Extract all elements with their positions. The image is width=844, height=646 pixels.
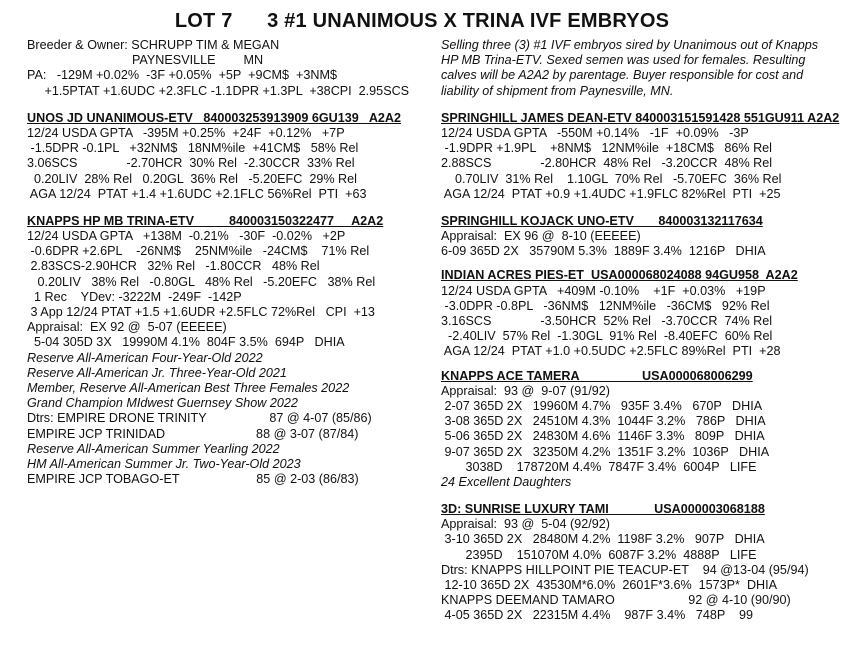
dam-honor: Reserve All-American Four-Year-Old 2022 (27, 350, 263, 365)
dam-honor: Reserve All-American Jr. Three-Year-Old 2021 (27, 365, 287, 380)
indian-acres-block (441, 268, 841, 359)
breeder-owner-line: Breeder & Owner: SCHRUPP TIM & MEGAN (27, 38, 280, 52)
stat-line: 9-07 365D 2X 32350M 4.2% 1351F 3.2% 1036P DHIA (441, 444, 770, 459)
dam-stat-line: 1 Rec YDev: -3222M -249F -142P (27, 289, 242, 304)
stat-line: Appraisal: 93 @ 5-04 (92/92) (441, 517, 610, 532)
stat-line: Dtrs: KNAPPS HILLPOINT PIE TEACUP-ET 94 @13-04 (95/94) (441, 562, 809, 577)
dam-record-line: 5-04 305D 3X 19990M 4.1% 804F 3.5% 694P DHIA (27, 335, 345, 350)
stat-line: 6-09 365D 2X 35790M 5.3% 1889F 3.4% 1216P DHIA (441, 244, 766, 259)
breeder-block (27, 38, 427, 99)
sunrise-header: 3D: SUNRISE LUXURY TAMI USA000003068188 (441, 502, 765, 517)
dam-block (27, 214, 427, 487)
stat-line: Appraisal: 93 @ 9-07 (91/92) (441, 383, 610, 398)
stat-line: Appraisal: EX 96 @ 8-10 (EEEEE) (441, 229, 641, 244)
stat-line: -2.40LIV 57% Rel -1.30GL 91% Rel -8.40EFC 60% Rel (441, 329, 773, 344)
dam-daughter-honor: HM All-American Summer Jr. Two-Year-Old 2023 (27, 456, 301, 471)
stat-line: 2395D 151070M 4.0% 6087F 3.2% 4888P LIFE (441, 547, 757, 562)
description-line: HP MB Trina-ETV. Sexed semen was used for females. Resulting (441, 53, 806, 68)
dam-stat-line: 0.20LIV 38% Rel -0.80GL 48% Rel -5.20EFC 38% Rel (27, 274, 376, 289)
stat-line: 3-10 365D 2X 28480M 4.2% 1198F 3.2% 907P DHIA (441, 532, 765, 547)
stat-line: 12/24 USDA GPTA +409M -0.10% +1F +0.03% +19P (441, 283, 766, 298)
description-line: Selling three (3) #1 IVF embryos sired by Unanimous out of Knapps (441, 38, 819, 52)
excellent-daughters-note: 24 Excellent Daughters (441, 474, 572, 489)
stat-line: AGA 12/24 PTAT +1.0 +0.5UDC +2.5FLC 89%Rel PTI +28 (441, 344, 781, 359)
stat-line: AGA 12/24 PTAT +0.9 +1.4UDC +1.9FLC 82%Rel PTI +25 (441, 186, 781, 201)
stat-line: 3.16SCS -3.50HCR 52% Rel -3.70CCR 74% Rel (441, 314, 773, 328)
stat-line: 3038D 178720M 4.4% 7847F 3.4% 6004P LIFE (441, 459, 757, 474)
dam-stat-line: 3 App 12/24 PTAT +1.5 +1.6UDR +2.5FLC 72%Rel CPI +13 (27, 305, 375, 319)
sire-block (27, 111, 427, 202)
description-line: liability of shipment from Paynesville, MN. (441, 83, 674, 98)
right-column (441, 38, 841, 624)
page-title: LOT 7 3 #1 UNANIMOUS X TRINA IVF EMBRYOS (174, 10, 670, 32)
dam-header: KNAPPS HP MB TRINA-ETV 840003150322477 A2A2 (27, 213, 384, 228)
knapps-ace-block (441, 369, 841, 491)
sire-stat-line: 3.06SCS -2.70HCR 30% Rel -2.30CCR 33% Rel (27, 156, 355, 171)
dam-appraisal-line: Appraisal: EX 92 @ 5-07 (EEEEE) (27, 320, 227, 335)
sunrise-block (441, 502, 841, 624)
indian-acres-header: INDIAN ACRES PIES-ET USA000068024088 94GU958 A2A2 (441, 268, 798, 283)
knapps-ace-header: KNAPPS ACE TAMERA USA000068006299 (441, 368, 753, 383)
dam-daughter-line: EMPIRE JCP TOBAGO-ET 85 @ 2-03 (86/83) (27, 472, 359, 487)
left-column (27, 38, 427, 487)
dam-daughter-line: Dtrs: EMPIRE DRONE TRINITY 87 @ 4-07 (85/86) (27, 411, 372, 426)
stat-line: 12/24 USDA GPTA -550M +0.14% -1F +0.09% -3P (441, 125, 749, 140)
sire-stat-line: AGA 12/24 PTAT +1.4 +1.6UDC +2.1FLC 56%Rel PTI +63 (27, 186, 367, 201)
breeder-location-line: PAYNESVILLE MN (27, 53, 264, 68)
dam-stat-line: 2.83SCS-2.90HCR 32% Rel -1.80CCR 48% Rel (27, 259, 320, 274)
pa-line-1: PA: -129M +0.02% -3F +0.05% +5P +9CM$ +3NM$ (27, 68, 337, 83)
springhill-james-block (441, 111, 841, 202)
springhill-kojack-header: SPRINGHILL KOJACK UNO-ETV 840003132117634 (441, 213, 763, 228)
sire-header: UNOS JD UNANIMOUS-ETV 840003253913909 6GU139 A2A2 (27, 110, 402, 125)
stat-line: -3.0DPR -0.8PL -36NM$ 12NM%ile -36CM$ 92% Rel (441, 298, 770, 313)
sire-stat-line: 12/24 USDA GPTA -395M +0.25% +24F +0.12% +7P (27, 125, 345, 140)
stat-line: 3-08 365D 2X 24510M 4.3% 1044F 3.2% 786P DHIA (441, 414, 766, 429)
sire-stat-line: -1.5DPR -0.1PL +32NM$ 18NM%ile +41CM$ 58% Rel (27, 141, 359, 156)
dam-daughter-honor: Reserve All-American Summer Yearling 2022 (27, 441, 280, 456)
stat-line: 12-10 365D 2X 43530M*6.0% 2601F*3.6% 1573P* DHIA (441, 578, 778, 592)
dam-stat-line: -0.6DPR +2.6PL -26NM$ 25NM%ile -24CM$ 71% Rel (27, 244, 370, 259)
dam-stat-line: 12/24 USDA GPTA +138M -0.21% -30F -0.02% +2P (27, 229, 346, 244)
stat-line: 5-06 365D 2X 24830M 4.6% 1146F 3.3% 809P DHIA (441, 429, 765, 444)
stat-line: 2.88SCS -2.80HCR 48% Rel -3.20CCR 48% Rel (441, 156, 773, 171)
sire-stat-line: 0.20LIV 28% Rel 0.20GL 36% Rel -5.20EFC 29% Rel (27, 171, 357, 186)
description-block (441, 38, 841, 99)
stat-line: 0.70LIV 31% Rel 1.10GL 70% Rel -5.70EFC 36% Rel (441, 171, 782, 186)
dam-honor: Member, Reserve All-American Best Three Females 2022 (27, 380, 350, 395)
stat-line: 4-05 365D 2X 22315M 4.4% 987F 3.4% 748P 99 (441, 608, 754, 623)
springhill-kojack-block (441, 214, 841, 260)
stat-line: 2-07 365D 2X 19960M 4.7% 935F 3.4% 670P DHIA (441, 398, 763, 413)
springhill-james-header: SPRINGHILL JAMES DEAN-ETV 840003151591428 551GU911 A2A2 (441, 110, 840, 125)
pa-line-2: +1.5PTAT +1.6UDC +2.3FLC -1.1DPR +1.3PL +38CPI 2.95SCS (27, 83, 410, 98)
description-line: calves will be A2A2 by parentage. Buyer responsible for cost and (441, 68, 804, 83)
dam-daughter-line: EMPIRE JCP TRINIDAD 88 @ 3-07 (87/84) (27, 426, 359, 441)
dam-honor: Grand Champion MIdwest Guernsey Show 2022 (27, 396, 298, 411)
stat-line: -1.9DPR +1.9PL +8NM$ 12NM%ile +18CM$ 86% Rel (441, 141, 772, 156)
stat-line: KNAPPS DEEMAND TAMARO 92 @ 4-10 (90/90) (441, 593, 791, 608)
